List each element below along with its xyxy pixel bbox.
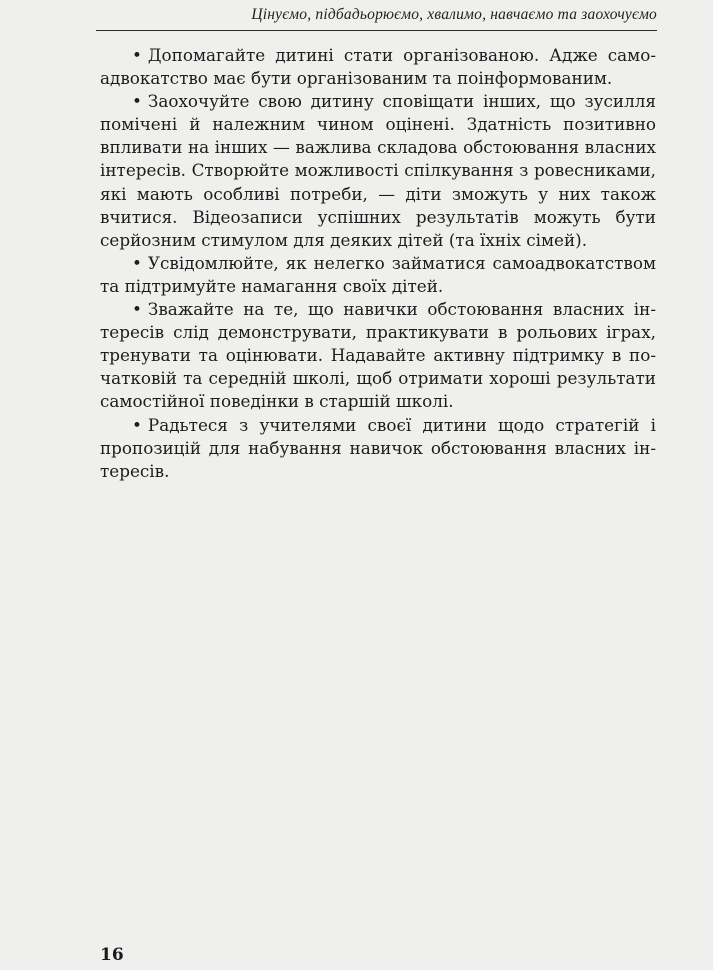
- bullet-text: Зважайте на те, що навички обстоювання власних інтересів слід демонструвати, практикувати в рольових іграх, тренувати та оцінювати. Надавайте активну підтримку в початковій та середній школі, щоб отримати хороші результати самостійної поведінки в старшій школі.: [100, 299, 656, 412]
- bullet-text: Допомагайте дитині стати організованою. Адже самоадвокатство має бути організованим та поінформованим.: [100, 45, 656, 89]
- bullet-text: Заохочуйте свою дитину сповіщати інших, що зусилля помічені й належним чином оцінені. Здатність позитивно впливати на інших — важлива складова обстоювання власних інтересів. Створюйте можливості спілкування з ровесниками, які мають особливі потреби, — діти зможуть у них також вчитися. Відеозаписи успішних результатів можуть бути серйозним стимулом для деяких дітей (та їхніх сімей).: [100, 91, 656, 250]
- running-header: Цінуємо, підбадьорюємо, хвалимо, навчаємо та заохочуємо: [96, 4, 657, 31]
- bullet-text: Усвідомлюйте, як нелегко займатися самоадвокатством та підтримуйте намагання своїх дітей.: [100, 252, 656, 296]
- bullet-icon: •: [132, 414, 142, 435]
- bullet-item: [100, 298, 656, 413]
- page-body: [100, 44, 656, 483]
- bullet-icon: •: [132, 299, 142, 320]
- bullet-item: [100, 414, 656, 483]
- bullet-text: Радьтеся з учителями своєї дитини щодо стратегій і пропозицій для набування навичок обстоювання власних інтересів.: [100, 414, 656, 481]
- bullet-item: [100, 44, 656, 90]
- bullet-icon: •: [132, 252, 142, 273]
- bullet-item: [100, 90, 656, 252]
- bullet-icon: •: [132, 91, 142, 112]
- bullet-item: [100, 252, 656, 298]
- page-number: 16: [100, 945, 124, 965]
- bullet-icon: •: [132, 45, 142, 65]
